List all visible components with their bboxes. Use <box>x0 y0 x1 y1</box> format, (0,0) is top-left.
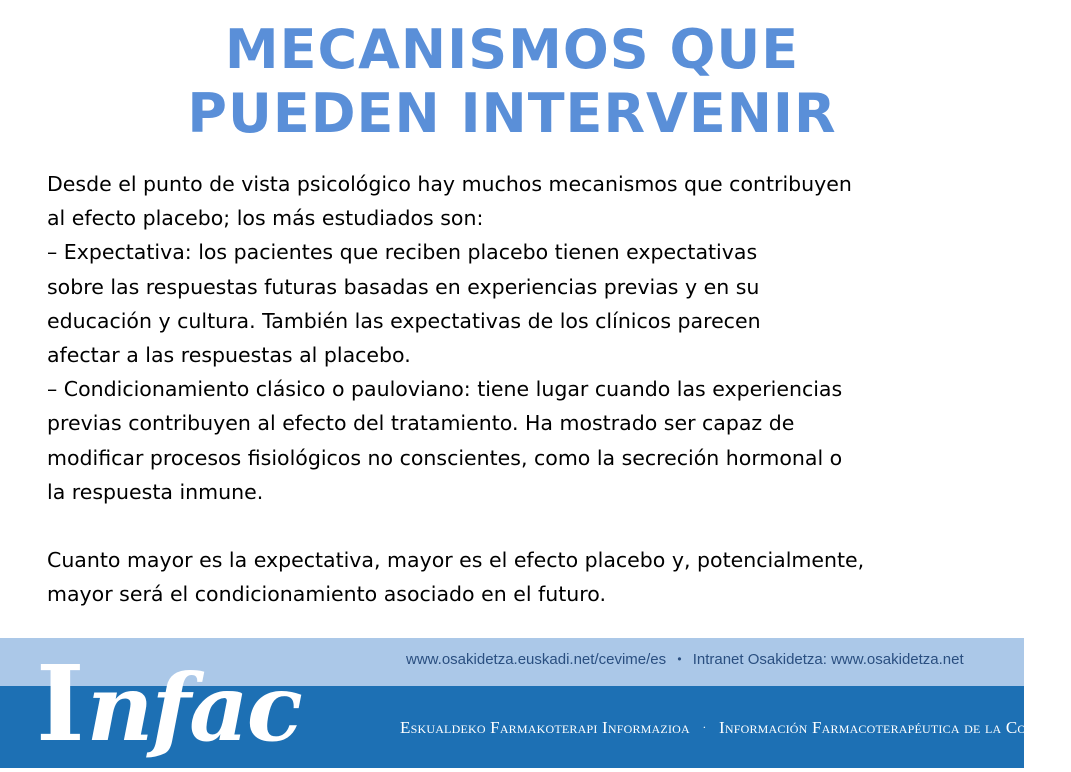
tagline-spanish: Información Farmacoterapéutica de la Comarca <box>718 718 1071 737</box>
logo-initial: I <box>36 642 87 765</box>
slide-title-line-1: MECANISMOS QUE <box>224 18 800 81</box>
infac-logo <box>36 640 301 768</box>
body-line: al efecto placebo; los más estudiados son: <box>47 206 484 231</box>
body-line: Desde el punto de vista psicológico hay muchos mecanismos que contribuyen <box>47 172 852 196</box>
tagline-basque: Eskualdeko Farmakoterapi Informazioa <box>400 718 690 737</box>
cevime-link[interactable]: www.osakidetza.euskadi.net/cevime/es <box>406 651 667 668</box>
logo-rest: nfac <box>86 654 301 762</box>
footer-banner <box>0 638 1071 768</box>
intranet-link[interactable]: Intranet Osakidetza: www.osakidetza.net <box>692 651 964 668</box>
body-line: la respuesta inmune. <box>47 479 264 504</box>
footer-tagline <box>400 718 1071 738</box>
body-line: sobre las respuestas futuras basadas en experiencias previas y en su <box>47 274 760 299</box>
link-separator: • <box>677 652 682 666</box>
body-line: – Expectativa: los pacientes que reciben placebo tienen expectativas <box>47 240 758 265</box>
body-line: previas contribuyen al efecto del tratamiento. Ha mostrado ser capaz de <box>47 411 795 436</box>
tagline-separator: · <box>702 720 707 734</box>
body-line-blank <box>47 509 1007 543</box>
body-line: – Condicionamiento clásico o pauloviano: tiene lugar cuando las experiencias <box>47 377 843 402</box>
body-line: modificar procesos fisiológicos no conscientes, como la secreción hormonal o <box>47 445 843 470</box>
body-line: Cuanto mayor es la expectativa, mayor es el efecto placebo y, potencialmente, <box>47 548 865 573</box>
slide-body <box>47 167 1007 611</box>
body-line: afectar a las respuestas al placebo. <box>47 342 411 367</box>
body-line: mayor será el condicionamiento asociado en el futuro. <box>47 582 606 607</box>
footer-links <box>406 651 964 668</box>
body-line: educación y cultura. También las expectativas de los clínicos parecen <box>47 308 761 333</box>
slide-title <box>0 18 1024 146</box>
slide-title-line-2: PUEDEN INTERVENIR <box>187 82 837 145</box>
